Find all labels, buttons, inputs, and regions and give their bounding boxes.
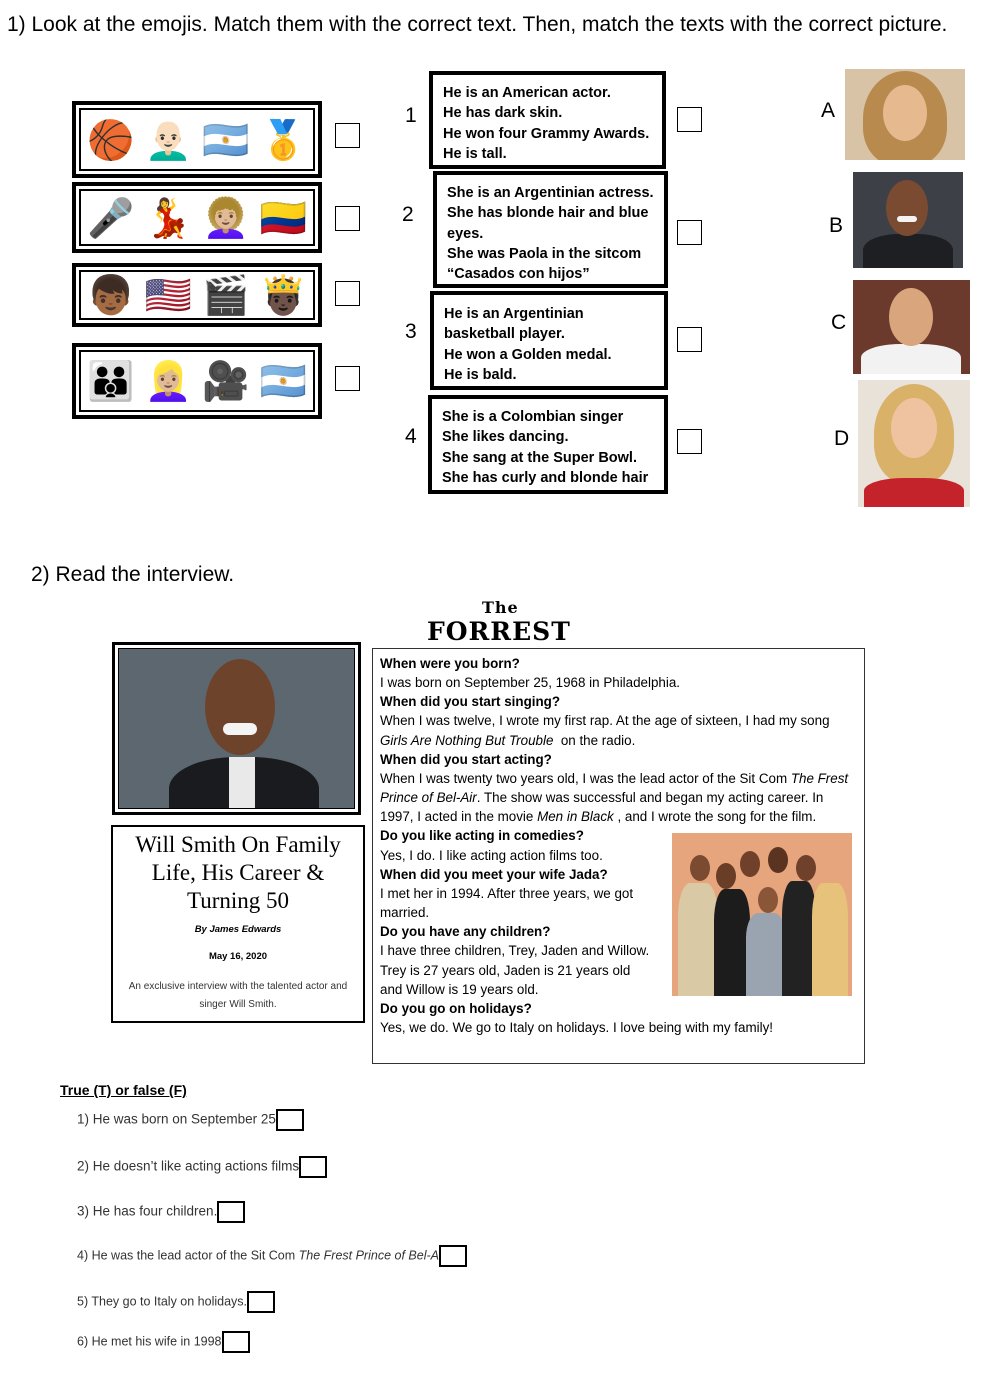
answer: I met her in 1994. After three years, we got married. <box>380 885 634 921</box>
emoji-answer-box-3[interactable] <box>335 281 360 306</box>
question: When were you born? <box>380 656 520 671</box>
argentina-flag-icon: 🇦🇷 <box>202 117 250 162</box>
text-box-3 <box>430 291 668 390</box>
true-false-item-2: 2) He doesn’t like acting actions films <box>77 1156 327 1178</box>
emoji-row-2 <box>72 182 322 253</box>
text-line: She is an Argentinian actress. <box>447 185 654 201</box>
answer-box[interactable] <box>439 1245 467 1267</box>
emoji-answer-box-2[interactable] <box>335 206 360 231</box>
text-line: He is tall. <box>443 145 507 162</box>
answer-box[interactable] <box>222 1331 250 1353</box>
emoji-answer-box-4[interactable] <box>335 366 360 391</box>
answer: Yes, I do. I like acting action films too. <box>380 847 603 863</box>
emoji-row-4 <box>72 343 322 419</box>
article-summary: An exclusive interview with the talented actor and singer Will Smith. <box>128 981 348 1010</box>
text-line: “Casados con hijos” <box>447 266 590 283</box>
movie-camera-icon: 🎥 <box>202 359 250 403</box>
question: Do you go on holidays? <box>380 1000 532 1016</box>
text-answer-box-3[interactable] <box>677 327 702 352</box>
picture-letter-b: B <box>829 214 844 237</box>
text-number-3: 3 <box>405 320 417 343</box>
argentina-flag-icon: 🇦🇷 <box>259 359 307 403</box>
text-line: He is bald. <box>444 366 517 383</box>
article-date: May 16, 2020 <box>208 951 268 962</box>
text-number-1: 1 <box>405 104 417 127</box>
answer: I was born on September 25, 1968 in Philadelphia. <box>380 675 681 691</box>
instruction-2: 2) Read the interview. <box>31 563 235 586</box>
gold-medal-icon: 🥇 <box>259 117 307 162</box>
usa-flag-icon: 🇺🇸 <box>144 273 192 317</box>
answer: I have three children, Trey, Jaden and Willow. Trey is 27 years old, Jaden is 21 years old and Willow is 19 years old. <box>380 943 650 997</box>
text-line: She likes dancing. <box>442 429 569 446</box>
picture-letter-d: D <box>834 427 850 450</box>
microphone-icon: 🎤 <box>87 195 135 240</box>
answer: When I was twenty two years old, I was the lead actor of the Sit Com The Frest Prince of Bel-Air. The show was successful and began my acting career. In 1997, I acted in the movie Men in Black , and I wrote the song for the film. <box>380 770 849 825</box>
answer: When I was twelve, I wrote my first rap. At the age of sixteen, I had my song Girls Are Nothing But Trouble on the radio. <box>380 713 830 748</box>
text-line: He won a Golden medal. <box>444 346 612 363</box>
text-line: He is an Argentinian <box>444 306 584 322</box>
curly-blonde-woman-icon: 👩🏼‍🦱 <box>202 195 250 240</box>
photo-d <box>858 380 970 507</box>
basketball-icon: 🏀 <box>87 117 135 162</box>
prince-icon: 🤴🏿 <box>259 273 307 317</box>
question: When did you meet your wife Jada? <box>380 866 608 882</box>
text-number-2: 2 <box>402 203 414 226</box>
answer-box[interactable] <box>247 1291 275 1313</box>
true-false-item-4: 4) He was the lead actor of the Sit Com The Frest Prince of Bel-A <box>77 1245 467 1267</box>
true-false-item-6: 6) He met his wife in 1998 <box>77 1331 250 1353</box>
answer-box[interactable] <box>276 1109 304 1131</box>
byline: By James Edwards <box>194 924 282 935</box>
answer-box[interactable] <box>217 1201 245 1223</box>
text-line: She has blonde hair and blue <box>447 205 649 222</box>
question: Do you like acting in comedies? <box>380 828 584 844</box>
true-false-heading: True (T) or false (F) <box>60 1082 187 1098</box>
family-photo <box>672 833 852 996</box>
answer: Yes, we do. We go to Italy on holidays. I love being with my family! <box>380 1019 773 1035</box>
text-line: He won four Grammy Awards. <box>443 125 650 142</box>
photo-b <box>853 172 963 268</box>
emoji-answer-box-1[interactable] <box>335 123 360 148</box>
instruction-1: 1) Look at the emojis. Match them with the correct text. Then, match the texts with the correct picture. <box>7 13 948 36</box>
text-line: He is an American actor. <box>443 85 611 101</box>
emoji-row-3 <box>72 263 322 327</box>
true-false-item-3: 3) He has four children. <box>77 1201 245 1223</box>
masthead-title: FORREST <box>427 617 571 646</box>
interview-article <box>372 648 865 1064</box>
text-number-4: 4 <box>405 425 417 448</box>
text-box-2 <box>433 171 668 288</box>
dancer-icon: 💃 <box>144 195 192 240</box>
photo-a <box>845 69 965 160</box>
text-line: eyes. <box>447 225 484 242</box>
text-line: She has curly and blonde hair <box>442 469 649 486</box>
question: When did you start singing? <box>380 694 561 710</box>
emoji-row-1 <box>72 101 322 178</box>
text-answer-box-2[interactable] <box>677 220 702 245</box>
article-title-box <box>111 825 365 1023</box>
photo-c <box>853 280 970 374</box>
main-photo <box>118 648 355 809</box>
text-answer-box-1[interactable] <box>677 107 702 132</box>
text-box-4 <box>428 395 668 494</box>
colombia-flag-icon: 🇨🇴 <box>259 195 307 240</box>
article-title: Will Smith On Family Life, His Career & Turning 50 <box>135 832 341 913</box>
family-icon: 👪 <box>87 359 135 403</box>
blonde-woman-icon: 👱🏼‍♀️ <box>144 359 192 403</box>
bald-man-icon: 👨🏻‍🦲 <box>144 117 192 162</box>
text-line: basketball player. <box>444 326 565 343</box>
text-line: She sang at the Super Bowl. <box>442 449 637 466</box>
text-line: She is a Colombian singer <box>442 409 624 425</box>
true-false-item-5: 5) They go to Italy on holidays. <box>77 1291 275 1313</box>
main-photo-frame <box>112 642 361 815</box>
picture-letter-a: A <box>821 99 836 122</box>
clapperboard-icon: 🎬 <box>202 273 250 317</box>
answer-box[interactable] <box>299 1156 327 1178</box>
text-line: He has dark skin. <box>443 105 563 122</box>
text-answer-box-4[interactable] <box>677 429 702 454</box>
picture-letter-c: C <box>831 311 847 334</box>
question: When did you start acting? <box>380 751 552 767</box>
boy-icon: 👦🏾 <box>87 273 135 317</box>
true-false-item-1: 1) He was born on September 25 <box>77 1109 304 1131</box>
question: Do you have any children? <box>380 924 551 940</box>
text-line: She was Paola in the sitcom <box>447 245 642 262</box>
masthead-the: The <box>482 598 519 617</box>
text-box-1 <box>429 71 666 169</box>
